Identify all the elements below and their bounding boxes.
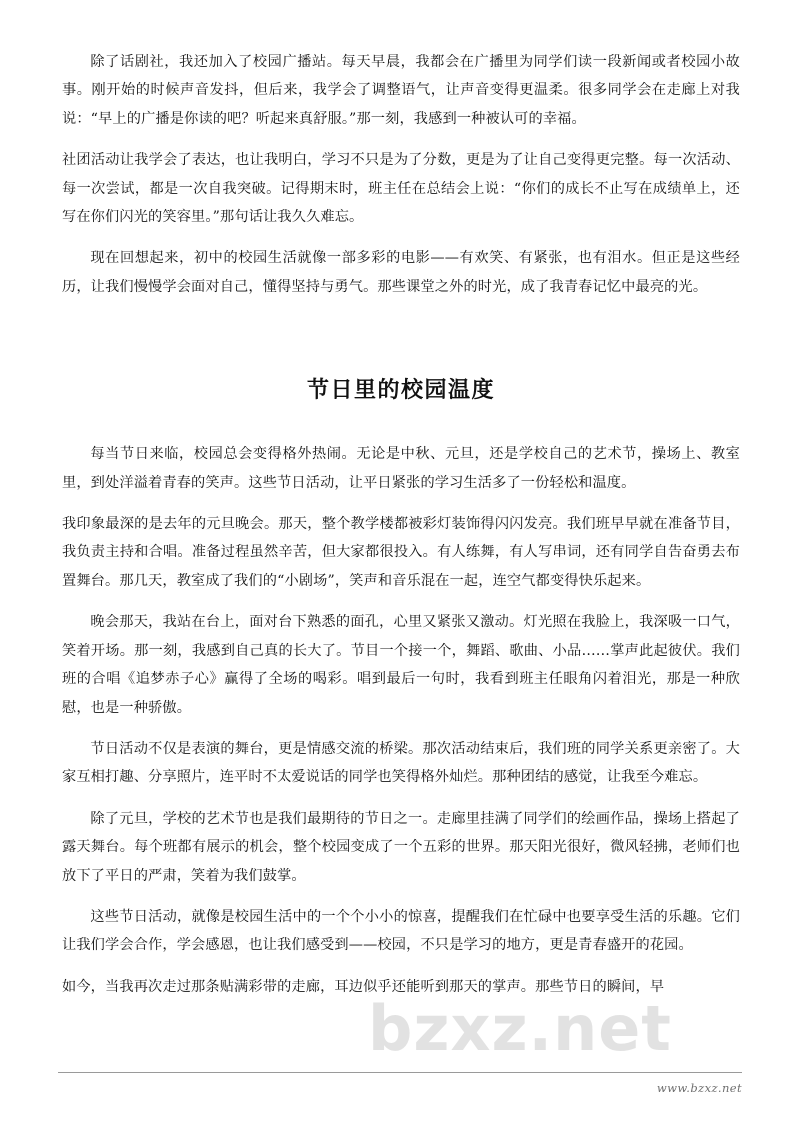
paragraph: 如今，当我再次走过那条贴满彩带的走廊，耳边似乎还能听到那天的掌声。那些节日的瞬间，早	[62, 978, 665, 995]
paragraph: 除了元旦，学校的艺术节也是我们最期待的节日之一。走廊里挂满了同学们的绘画作品，操场上搭起了露天舞台。每个班都有展示的机会，整个校园变成了一个五彩的世界。那天阳光很好，微风轻拂，老师们也放下了平日的严肃，笑着为我们鼓掌。	[62, 810, 740, 884]
section-title: 节日里的校园温度	[306, 378, 495, 404]
paragraph: 节日活动不仅是表演的舞台，更是情感交流的桥梁。那次活动结束后，我们班的同学关系更亲密了。大家互相打趣、分享照片，连平时不太爱说话的同学也笑得格外灿烂。那种团结的感觉，让我至今难忘。	[62, 740, 740, 786]
paragraph: 现在回想起来，初中的校园生活就像一部多彩的电影——有欢笑、有紧张，也有泪水。但正是这些经历，让我们慢慢学会面对自己，懂得坚持与勇气。那些课堂之外的时光，成了我青春记忆中最亮的光。	[62, 250, 740, 295]
footer-divider	[58, 1072, 742, 1073]
title-spacer	[62, 404, 740, 440]
footer-url: www.bzxz.net	[656, 1081, 742, 1095]
section-spacer	[62, 301, 740, 373]
paragraph: 晚会那天，我站在台上，面对台下熟悉的面孔，心里又紧张又激动。灯光照在我脸上，我深吸一口气，笑着开场。那一刻，我感到自己真的长大了。节目一个接一个，舞蹈、歌曲、小品……掌声此起彼伏。我们班的合唱《追梦赤子心》赢得了全场的喝彩。唱到最后一句时，我看到班主任眼角闪着泪光，那是一种欣慰，也是一种骄傲。	[62, 614, 740, 716]
paragraph: 我印象最深的是去年的元旦晚会。那天，整个教学楼都被彩灯装饰得闪闪发亮。我们班早早就在准备节目，我负责主持和合唱。准备过程虽然辛苦，但大家都很投入。有人练舞，有人写串词，还有同学自告奋勇去布置舞台。那几天，教室成了我们的“小剧场”，笑声和音乐混在一起，连空气都变得快乐起来。	[62, 516, 740, 589]
paragraph: 每当节日来临，校园总会变得格外热闹。无论是中秋、元旦，还是学校自己的艺术节，操场上、教室里，到处洋溢着青春的笑声。这些节日活动，让平日紧张的学习生活多了一份轻松和温度。	[62, 446, 740, 491]
paragraph: 社团活动让我学会了表达，也让我明白，学习不只是为了分数，更是为了让自己变得更完整。每一次活动、每一次尝试，都是一次自我突破。记得期末时，班主任在总结会上说：“你们的成长不止写在成绩单上，还写在你们闪光的笑容里。”那句话让我久久难忘。	[62, 152, 740, 226]
paragraph: 除了话剧社，我还加入了校园广播站。每天早晨，我都会在广播里为同学们读一段新闻或者校园小故事。刚开始的时候声音发抖，但后来，我学会了调整语气，让声音变得更温柔。很多同学会在走廊上对我说：“早上的广播是你读的吧？听起来真舒服。”那一刻，我感到一种被认可的幸福。	[62, 54, 740, 127]
site-watermark: bzxz.net	[368, 992, 672, 1065]
paragraph: 这些节日活动，就像是校园生活中的一个个小小的惊喜，提醒我们在忙碌中也要享受生活的乐趣。它们让我们学会合作，学会感恩，也让我们感受到——校园，不只是学习的地方，更是青春盛开的花园。	[62, 908, 740, 954]
